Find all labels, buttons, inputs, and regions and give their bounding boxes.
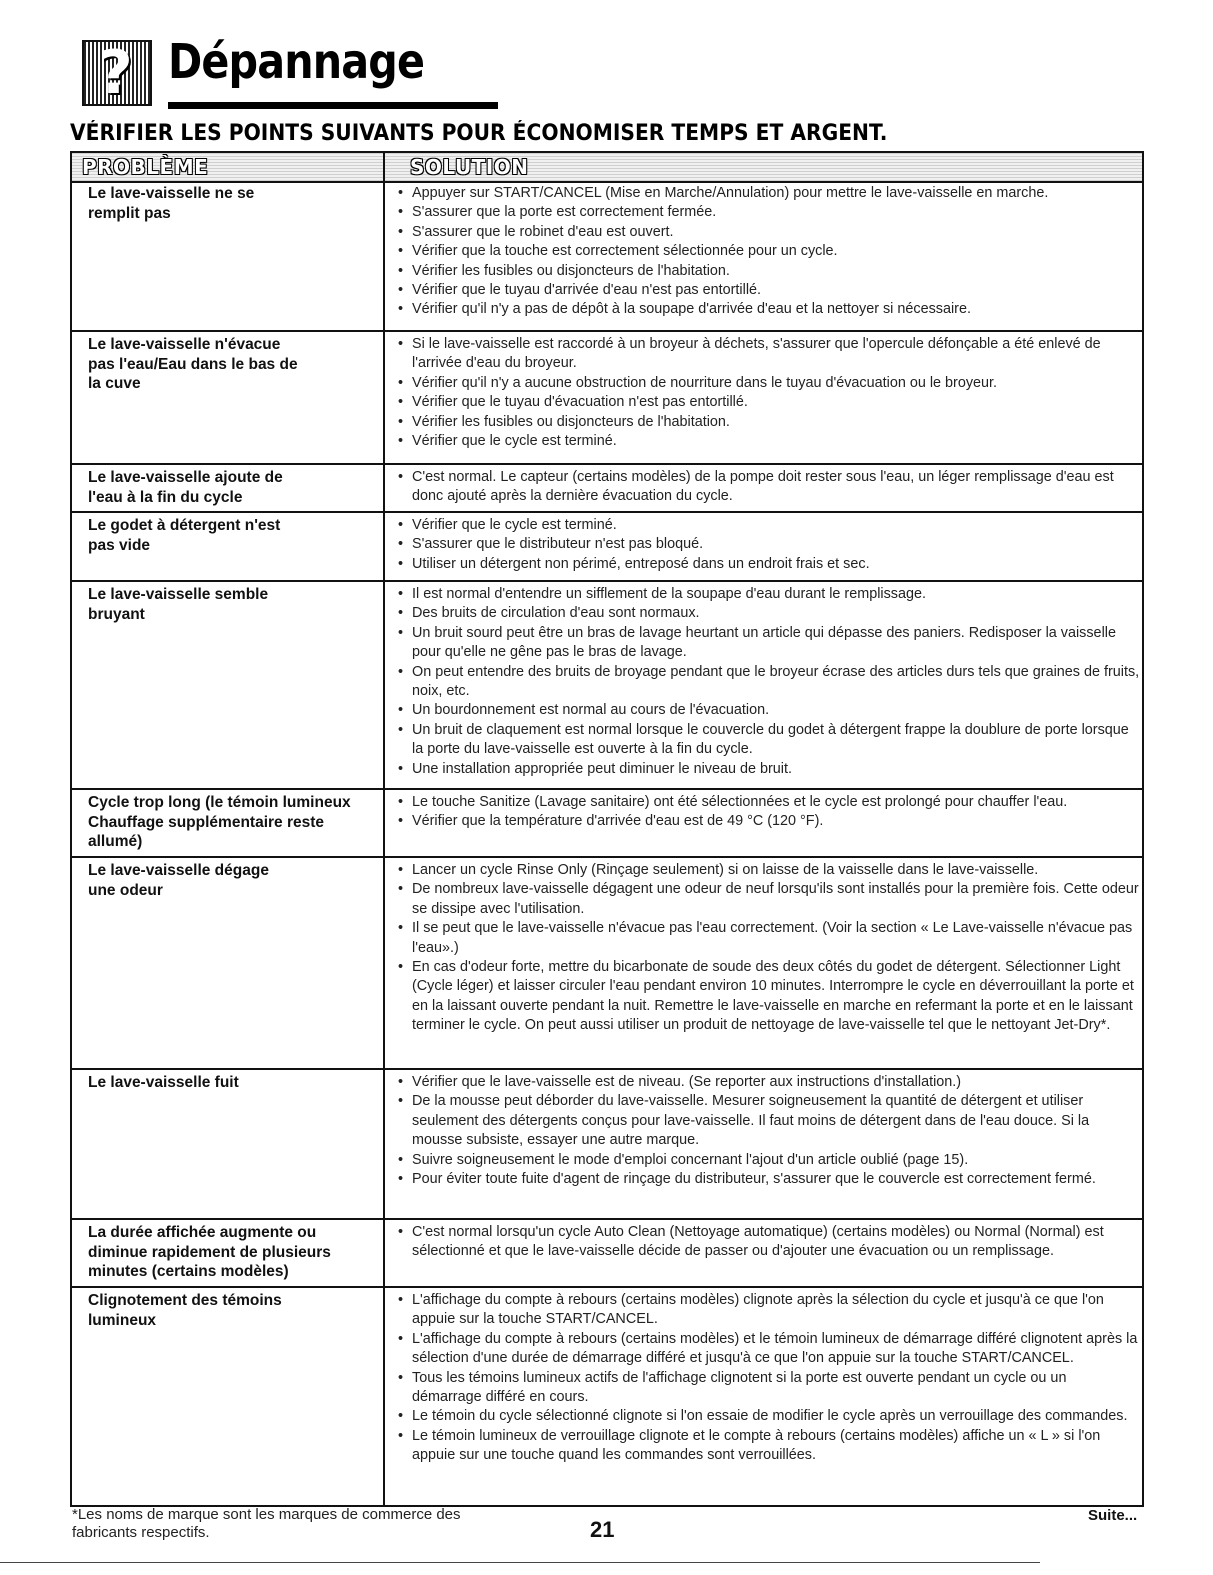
table-row — [72, 582, 1142, 790]
page-title: Dépannage — [168, 34, 425, 90]
solution-item: • Un bruit sourd peut être un bras de lavage heurtant un article qui dépasse des paniers. Redisposer la vaisselle pour qu'elle ne gêne pas le bras de lavage. — [398, 624, 1140, 663]
problem-cell: Le lave-vaisselle ajoute de l'eau à la fin du cycle — [88, 469, 283, 506]
page-header — [82, 34, 442, 114]
problem-cell: Le lave-vaisselle fuit — [88, 1074, 239, 1091]
problem-cell: La durée affichée augmente ou diminue rapidement de plusieurs minutes (certains modèles) — [88, 1224, 331, 1280]
solution-item: • Des bruits de circulation d'eau sont normaux. — [398, 604, 1140, 623]
problem-cell: Le godet à détergent n'est pas vide — [88, 517, 281, 554]
solution-item: • Le touche Sanitize (Lavage sanitaire) ont été sélectionnées et le cycle est prolongé pour chauffer l'eau. — [398, 793, 1140, 812]
table-header — [72, 153, 1142, 183]
table-row — [72, 1070, 1142, 1220]
title-underline — [168, 102, 498, 109]
problem-cell: Le lave-vaisselle semble bruyant — [88, 586, 269, 623]
troubleshooting-table — [70, 151, 1144, 1507]
solution-item: • De la mousse peut déborder du lave-vaisselle. Mesurer soigneusement la quantité de détergent et utiliser seulement des détergents conçus pour lave-vaisselle. Il faut moins de détergent dans de l'eau douce. Si la mousse subsiste, essayer une autre marque. — [398, 1092, 1140, 1150]
solution-list — [398, 1223, 1140, 1262]
solution-item: • Si le lave-vaisselle est raccordé à un broyeur à déchets, s'assurer que l'opercule défonçable a été enlevé de l'arrivée d'eau du broyeur. — [398, 335, 1140, 374]
solution-item: • Appuyer sur START/CANCEL (Mise en Marche/Annulation) pour mettre le lave-vaisselle en marche. — [398, 184, 1140, 203]
column-header-problem: PROBLÈME — [82, 155, 209, 179]
solution-item: • Lancer un cycle Rinse Only (Rinçage seulement) si on laisse de la vaisselle dans le lave-vaisselle. — [398, 861, 1140, 880]
problem-cell: Clignotement des témoins lumineux — [88, 1292, 282, 1329]
table-row — [72, 1288, 1142, 1505]
solution-item: • Vérifier que le tuyau d'évacuation n'est pas entortillé. — [398, 393, 1140, 412]
solution-item: • Vérifier que la touche est correctement sélectionnée pour un cycle. — [398, 242, 1140, 261]
bottom-rule — [0, 1562, 1040, 1563]
solution-list — [398, 1291, 1140, 1466]
solution-item: • Pour éviter toute fuite d'agent de rinçage du distributeur, s'assurer que le couvercle est correctement fermé. — [398, 1170, 1140, 1189]
solution-item: • Un bourdonnement est normal au cours de l'évacuation. — [398, 701, 1140, 720]
solution-item: • On peut entendre des bruits de broyage pendant que le broyeur écrase des articles durs tels que graines de fruits, noix, etc. — [398, 663, 1140, 702]
solution-item: • Utiliser un détergent non périmé, entreposé dans un endroit frais et sec. — [398, 555, 1140, 574]
table-row — [72, 513, 1142, 582]
solution-item: • Vérifier les fusibles ou disjoncteurs de l'habitation. — [398, 413, 1140, 432]
solution-item: • C'est normal. Le capteur (certains modèles) de la pompe doit rester sous l'eau, un léger remplissage d'eau est donc ajouté après la dernière évacuation du cycle. — [398, 468, 1140, 507]
solution-item: • Suivre soigneusement le mode d'emploi concernant l'ajout d'un article oublié (page 15). — [398, 1151, 1140, 1170]
solution-item: • S'assurer que le distributeur n'est pas bloqué. — [398, 535, 1140, 554]
solution-list — [398, 468, 1140, 507]
table-row — [72, 1220, 1142, 1288]
solution-item: • Il se peut que le lave-vaisselle n'évacue pas l'eau correctement. (Voir la section « Le Lave-vaisselle n'évacue pas l'eau».) — [398, 919, 1140, 958]
solution-item: • S'assurer que le robinet d'eau est ouvert. — [398, 223, 1140, 242]
solution-item: • Vérifier qu'il n'y a pas de dépôt à la soupape d'arrivée d'eau et la nettoyer si nécessaire. — [398, 300, 1140, 319]
section-heading: VÉRIFIER LES POINTS SUIVANTS POUR ÉCONOMISER TEMPS ET ARGENT. — [70, 121, 888, 146]
solution-list — [398, 585, 1140, 779]
solution-item: • Un bruit de claquement est normal lorsque le couvercle du godet à détergent frappe la doublure de porte lorsque la porte du lave-vaisselle est ouverte à la fin du cycle. — [398, 721, 1140, 760]
column-header-solution: SOLUTION — [410, 155, 529, 179]
table-row — [72, 790, 1142, 858]
solution-item: • Vérifier que le cycle est terminé. — [398, 432, 1140, 451]
problem-cell: Le lave-vaisselle ne se remplit pas — [88, 185, 255, 222]
problem-cell: Le lave-vaisselle dégage une odeur — [88, 862, 269, 899]
solution-item: • S'assurer que la porte est correctement fermée. — [398, 203, 1140, 222]
solution-list — [398, 861, 1140, 1036]
solution-item: • L'affichage du compte à rebours (certains modèles) et le témoin lumineux de démarrage différé clignotent après la sélection d'une durée de démarrage différé et jusqu'à ce que l'on appuie sur la touche START/CANCEL. — [398, 1330, 1140, 1369]
table-row — [72, 181, 1142, 332]
solution-item: • C'est normal lorsqu'un cycle Auto Clean (Nettoyage automatique) (certains modèles) ou Normal (Normal) est sélectionné et que le lave-vaisselle décide de passer ou d'ajouter une évacuation ou un remplissage. — [398, 1223, 1140, 1262]
solution-list — [398, 335, 1140, 451]
table-row — [72, 858, 1142, 1070]
solution-item: • De nombreux lave-vaisselle dégagent une odeur de neuf lorsqu'ils sont installés pour la première fois. Cette odeur se dissipe avec l'utilisation. — [398, 880, 1140, 919]
solution-list — [398, 1073, 1140, 1189]
solution-item: • Vérifier qu'il n'y a aucune obstruction de nourriture dans le tuyau d'évacuation ou le broyeur. — [398, 374, 1140, 393]
solution-item: • En cas d'odeur forte, mettre du bicarbonate de soude des deux côtés du godet de détergent. Sélectionner Light (Cycle léger) et laisser circuler l'eau pendant environ 10 minutes. Interrompre le cycle en déverrouillant la porte et en la laissant ouverte pendant la nuit. Remettre le lave-vaisselle en marche en refermant la porte et en le laissant terminer le cycle. On peut aussi utiliser un produit de nettoyage de lave-vaisselle tel que le nettoyant Jet-Dry*. — [398, 958, 1140, 1036]
solution-list — [398, 516, 1140, 574]
solution-item: • Vérifier que le lave-vaisselle est de niveau. (Se reporter aux instructions d'installation.) — [398, 1073, 1140, 1092]
solution-item: • Vérifier que le tuyau d'arrivée d'eau n'est pas entortillé. — [398, 281, 1140, 300]
solution-item: • Tous les témoins lumineux actifs de l'affichage clignotent si la porte est ouverte pendant un cycle ou un démarrage différé en cours. — [398, 1369, 1140, 1408]
solution-item: • Vérifier que la température d'arrivée d'eau est de 49 °C (120 °F). — [398, 812, 1140, 831]
solution-item: • Vérifier les fusibles ou disjoncteurs de l'habitation. — [398, 262, 1140, 281]
solution-item: • Le témoin du cycle sélectionné clignote si l'on essaie de modifier le cycle après un verrouillage des commandes. — [398, 1407, 1140, 1426]
question-mark-icon: ? — [82, 40, 152, 106]
footnote: *Les noms de marque sont les marques de commerce des fabricants respectifs. — [72, 1506, 461, 1541]
solution-item: • L'affichage du compte à rebours (certains modèles) clignote après la sélection du cycle et jusqu'à ce que l'on appuie sur la touche START/CANCEL. — [398, 1291, 1140, 1330]
solution-list — [398, 184, 1140, 320]
problem-cell: Le lave-vaisselle n'évacue pas l'eau/Eau dans le bas de la cuve — [88, 336, 298, 392]
solution-item: • Une installation appropriée peut diminuer le niveau de bruit. — [398, 760, 1140, 779]
page-number: 21 — [590, 1517, 615, 1542]
continued-label: Suite... — [1088, 1507, 1138, 1524]
table-row — [72, 465, 1142, 513]
solution-item: • Le témoin lumineux de verrouillage clignote et le compte à rebours (certains modèles) affiche un « L » si l'on appuie sur une touche quand les commandes sont verrouillées. — [398, 1427, 1140, 1466]
solution-list — [398, 793, 1140, 832]
solution-item: • Il est normal d'entendre un sifflement de la soupape d'eau durant le remplissage. — [398, 585, 1140, 604]
table-row — [72, 332, 1142, 465]
solution-item: • Vérifier que le cycle est terminé. — [398, 516, 1140, 535]
problem-cell: Cycle trop long (le témoin lumineux Chauffage supplémentaire reste allumé) — [88, 794, 351, 850]
